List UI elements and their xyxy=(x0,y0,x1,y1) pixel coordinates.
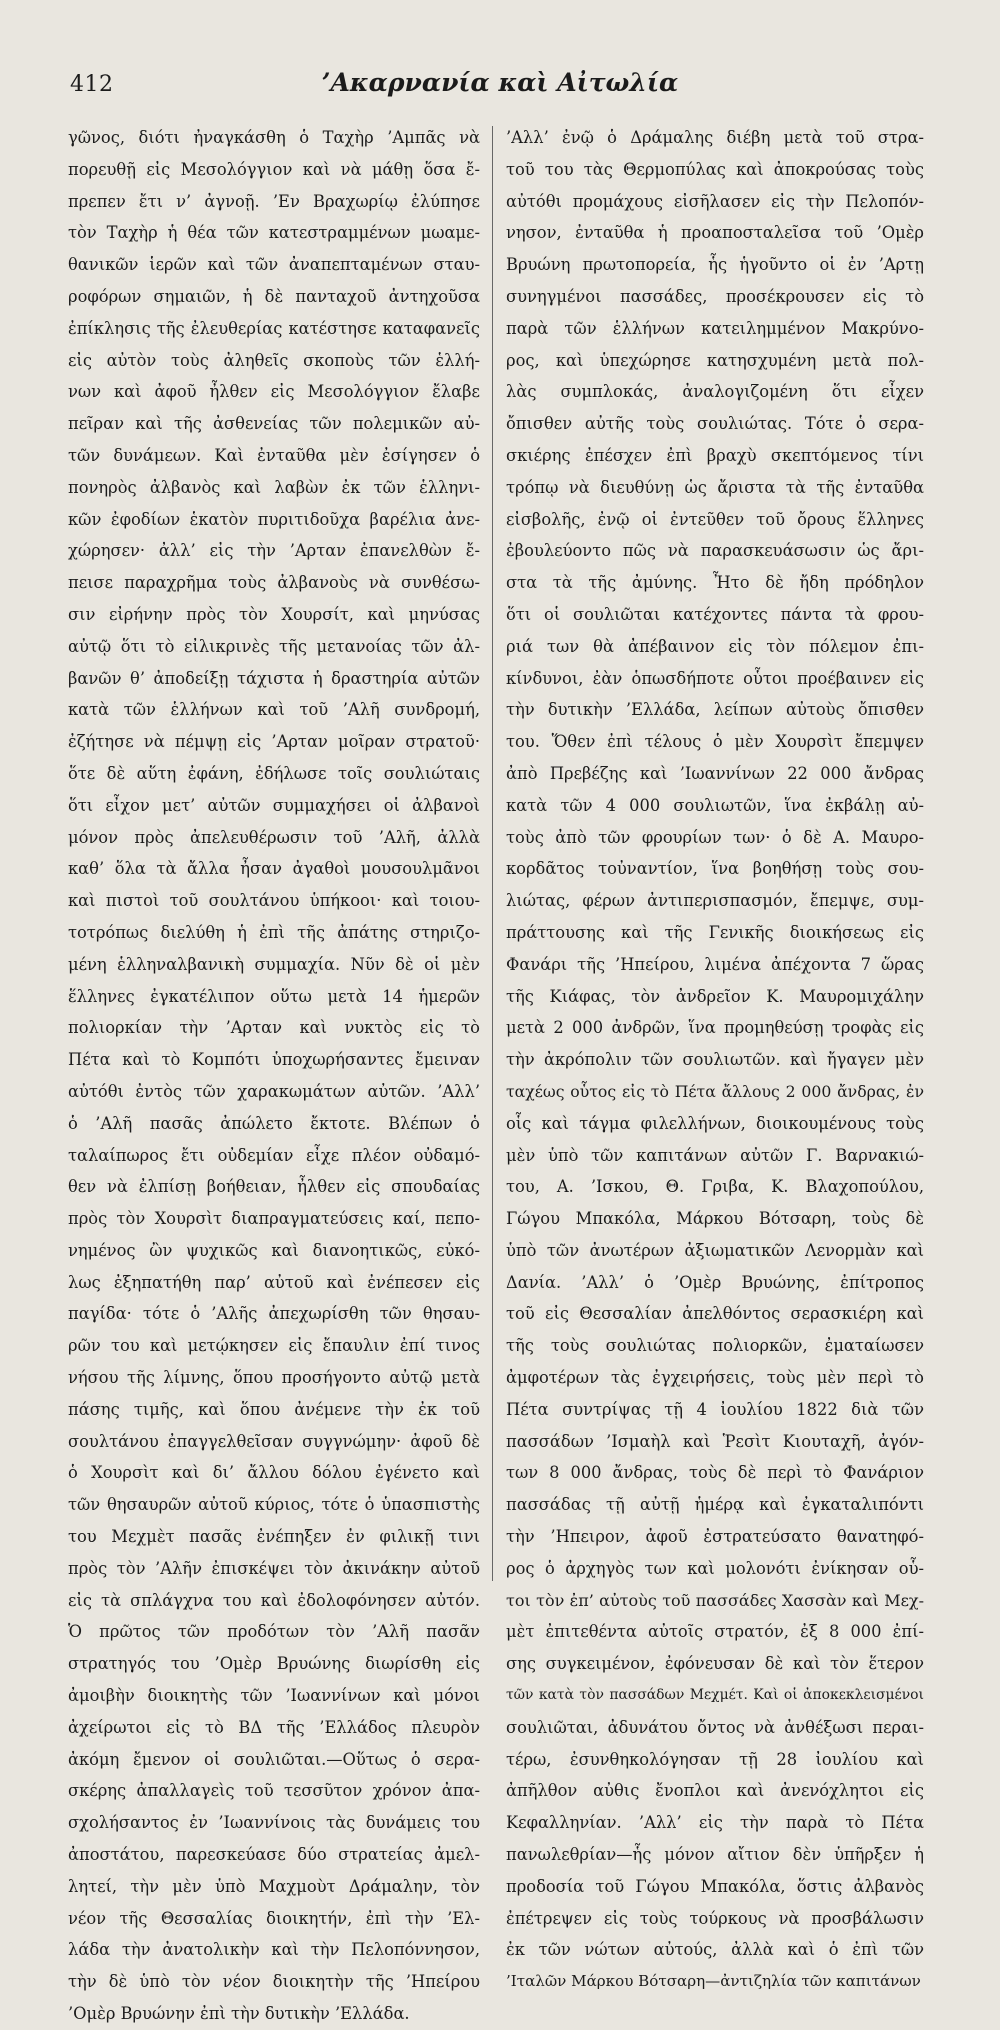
text-line: κορδᾶτος τοὐναντίον, ἵνα βοηθήσῃ τοὺς σου- xyxy=(506,859,924,879)
text-line: ἕλληνες ἐγκατέλιπον οὕτω μετὰ 14 ἡμερῶν xyxy=(68,986,480,1006)
text-line: Δανία. ’Αλλ’ ὁ ’Ομὲρ Βρυώνης, ἐπίτροπος xyxy=(506,1272,924,1292)
text-line: ἐβουλεύοντο πῶς νὰ παρασκευάσωσιν ὡς ἄρι- xyxy=(506,541,924,561)
text-line: στα τὰ τῆς ἀμύνης. Ἦτο δὲ ἤδη πρόδηλον xyxy=(506,573,924,593)
text-line: πρὸς τὸν ’Αλῆν ἐπισκέψει τὸν ἀκινάκην αὐτοῦ xyxy=(68,1558,480,1578)
text-line: ἐπίκλησις τῆς ἐλευθερίας κατέστησε καταφανεῖς xyxy=(68,318,480,338)
text-line: πορευθῇ εἰς Μεσολόγγιον καὶ νὰ μάθῃ ὅσα ἔ- xyxy=(68,159,480,179)
text-line: ταλαίπωρος ἔτι οὐδεμίαν εἶχε πλέον οὐδαμό- xyxy=(68,1145,480,1165)
text-line: λὰς συμπλοκάς, ἀναλογιζομένη ὅτι εἶχεν xyxy=(506,382,924,402)
text-line: στρατηγός του ’Ομὲρ Βρυώνης διωρίσθη εἰς xyxy=(68,1654,480,1674)
text-line: νέον τῆς Θεσσαλίας διοικητήν, ἐπὶ τὴν ’Ελ- xyxy=(68,1908,480,1928)
text-line: οἷς καὶ τάγμα φιλελλήνων, διοικουμένους τοὺς xyxy=(506,1113,924,1133)
text-line: Φανάρι τῆς ’Ηπείρου, λιμένα ἀπέχοντα 7 ὥρας xyxy=(506,954,924,974)
text-line: καὶ πιστοὶ τοῦ σουλτάνου ὑπήκοοι· καὶ τοιου- xyxy=(68,891,480,911)
text-line: ἀμφοτέρων τὰς ἐγχειρήσεις, τοὺς μὲν περὶ τὸ xyxy=(506,1368,924,1388)
text-line: ἀκόμη ἔμενον οἱ σουλιῶται.—Οὕτως ὁ σερα- xyxy=(68,1749,480,1769)
text-line: εἰς τὰ σπλάγχνα του καὶ ἐδολοφόνησεν αὐτόν. xyxy=(68,1590,480,1610)
text-line: ταχέως οὗτος εἰς τὸ Πέτα ἄλλους 2 000 ἄνδρας, ἐν xyxy=(506,1081,924,1101)
text-line: τοῦ εἰς Θεσσαλίαν ἀπελθόντος σερασκιέρη καὶ xyxy=(506,1304,924,1324)
right-text-column xyxy=(506,122,924,1991)
text-line: τὴν δυτικὴν ’Ελλάδα, λείπων αὐτοὺς ὄπισθεν xyxy=(506,700,924,720)
text-line: τῶν θησαυρῶν αὐτοῦ κύριος, τότε ὁ ὑπασπιστὴς xyxy=(68,1495,480,1515)
page-header xyxy=(0,68,1000,108)
text-line: ὅτε δὲ αὕτη ἐφάνη, ἐδήλωσε τοῖς σουλιώταις xyxy=(68,763,480,783)
text-line: ὅτι οἱ σουλιῶται κατέχοντες πάντα τὰ φρου- xyxy=(506,604,924,624)
text-line: Πέτα καὶ τὸ Κομπότι ὑποχωρήσαντες ἔμειναν xyxy=(68,1050,480,1070)
page-number: 412 xyxy=(70,72,114,97)
text-line: λάδα τὴν ἀνατολικὴν καὶ τὴν Πελοπόννησον, xyxy=(68,1940,480,1960)
column-divider xyxy=(492,126,493,1581)
text-line: κατὰ τῶν 4 000 σουλιωτῶν, ἵνα ἐκβάλῃ αὐ- xyxy=(506,795,924,815)
text-line: πονηρὸς ἀλβανὸς καὶ λαβὼν ἐκ τῶν ἑλληνι- xyxy=(68,477,480,497)
text-line: του, Α. ’Ισκου, Θ. Γριβα, Κ. Βλαχοπούλου, xyxy=(506,1177,924,1197)
text-line: αὐτόθι προμάχους εἰσῆλασεν εἰς τὴν Πελοπόν- xyxy=(506,191,924,211)
text-line: πανωλεθρίαν—ἧς μόνον αἴτιον δὲν ὑπῆρξεν ἡ xyxy=(506,1845,924,1865)
text-line: σχολήσαντος ἐν ’Ιωαννίνοις τὰς δυνάμεις του xyxy=(68,1813,480,1833)
text-line: πρὸς τὸν Χουρσὶτ διαπραγματεύσεις καί, πεπο- xyxy=(68,1209,480,1229)
text-line: Γώγου Μπακόλα, Μάρκου Βότσαρη, τοὺς δὲ xyxy=(506,1209,924,1229)
text-line: πάσης τιμῆς, καὶ ὅπου ἀνέμενε τὴν ἐκ τοῦ xyxy=(68,1399,480,1419)
text-line: Ὁ πρῶτος τῶν προδότων τὸν ’Αλῆ πασᾶν xyxy=(68,1622,480,1642)
text-line: ὅτι εἶχον μετ’ αὐτῶν συμμαχήσει οἱ ἀλβανοὶ xyxy=(68,795,480,815)
text-line: μένη ἑλληναλβανικὴ συμμαχία. Νῦν δὲ οἱ μὲν xyxy=(68,954,480,974)
text-line: τῶν δυνάμεων. Καὶ ἐνταῦθα μὲν ἐσίγησεν ὁ xyxy=(68,445,480,465)
text-line: πεισε παραχρῆμα τοὺς ἀλβανοὺς νὰ συνθέσω- xyxy=(68,573,480,593)
text-line: γῶνος, διότι ἠναγκάσθη ὁ Ταχὴρ ’Αμπᾶς νὰ xyxy=(68,128,480,147)
text-line: μὲν ὑπὸ τῶν καπιτάνων αὐτῶν Γ. Βαρνακιώ- xyxy=(506,1145,924,1165)
text-line: πασσάδων ’Ισμαὴλ καὶ Ῥεσὶτ Κιουταχῆ, ἀγόν- xyxy=(506,1431,924,1451)
text-line: τέρω, ἐσυνθηκολόγησαν τῇ 28 ἰουλίου καὶ xyxy=(506,1749,924,1769)
text-line: λητεί, τὴν μὲν ὑπὸ Μαχμοὺτ Δράμαλην, τὸν xyxy=(68,1876,480,1896)
text-line: ρος, καὶ ὑπεχώρησε κατησχυμένη μετὰ πολ- xyxy=(506,350,924,370)
text-line: τὴν ἀκρόπολιν τῶν σουλιωτῶν. καὶ ἤγαγεν μὲν xyxy=(506,1050,924,1070)
text-line: ἐπέτρεψεν εἰς τοὺς τούρκους νὰ προσβάλωσιν xyxy=(506,1908,924,1928)
text-line: μετὰ 2 000 ἀνδρῶν, ἵνα προμηθεύσῃ τροφὰς εἰς xyxy=(506,1018,924,1038)
text-line: ἀποστάτου, παρεσκεύασε δύο στρατείας ἀμελ- xyxy=(68,1845,480,1865)
text-line: τῆς τοὺς σουλιώτας πολιορκῶν, ἐματαίωσεν xyxy=(506,1336,924,1356)
text-line: Πέτα συντρίψας τῇ 4 ἰουλίου 1822 διὰ τῶν xyxy=(506,1399,924,1419)
text-line: τοτρόπως διελύθη ἡ ἐπὶ τῆς ἀπάτης στηριζο- xyxy=(68,922,480,942)
text-line: μὲτ ἐπιτεθέντα αὐτοῖς στρατόν, ἐξ 8 000 ἐπί- xyxy=(506,1622,924,1642)
text-line: πρεπεν ἔτι ν’ ἀγνοῇ. ’Εν Βραχωρίῳ ἐλύπησε xyxy=(68,191,480,211)
text-line: συνηγμένοι πασσάδες, προσέκρουσεν εἰς τὸ xyxy=(506,286,924,306)
text-line: νησον, ἐνταῦθα ἡ προαποσταλεῖσα τοῦ ’Ομὲρ xyxy=(506,223,924,243)
text-line: λιώτας, φέρων ἀντιπερισπασμόν, ἔπεμψε, συμ- xyxy=(506,891,924,911)
text-line: τῆς Κιάφας, τὸν ἀνδρεῖον Κ. Μαυρομιχάλην xyxy=(506,986,924,1006)
text-line: παρὰ τῶν ἑλλήνων κατειλημμένον Μακρύνο- xyxy=(506,318,924,338)
text-line: νημένος ὢν ψυχικῶς καὶ διανοητικῶς, εὐκό- xyxy=(68,1240,480,1260)
running-title: ’Ακαρνανία καὶ Αἰτωλία xyxy=(321,68,679,97)
text-line: θανικῶν ἱερῶν καὶ τῶν ἀναπεπταμένων σταυ- xyxy=(68,255,480,275)
text-line: μόνον πρὸς ἀπελευθέρωσιν τοῦ ’Αλῆ, ἀλλὰ xyxy=(68,827,480,847)
text-line: λως ἐξηπατήθη παρ’ αὐτοῦ καὶ ἐνέπεσεν εἰς xyxy=(68,1272,480,1292)
text-line: ριά των θὰ ἀπέβαινον εἰς τὸν πόλεμον ἐπι- xyxy=(506,636,924,656)
text-line: πολιορκίαν τὴν ’Αρταν καὶ νυκτὸς εἰς τὸ xyxy=(68,1018,480,1038)
text-line: εἰσβολῆς, ἐνῷ οἱ ἐντεῦθεν τοῦ ὄρους ἕλληνες xyxy=(506,509,924,529)
text-line: ἐζήτησε νὰ πέμψῃ εἰς ’Αρταν μοῖραν στρατοῦ· xyxy=(68,732,480,752)
text-line: ὄπισθεν αὐτῆς τοὺς σουλιώτας. Τότε ὁ σερα- xyxy=(506,414,924,434)
text-line: ὑπὸ τῶν ἀνωτέρων ἀξιωματικῶν Λενορμὰν καὶ xyxy=(506,1240,924,1260)
text-line: τὴν δὲ ὑπὸ τὸν νέον διοικητὴν τῆς ’Ηπείρου xyxy=(68,1972,480,1992)
text-line: του Μεχμὲτ πασᾶς ἐνέπηξεν ἐν φιλικῇ τινι xyxy=(68,1527,480,1547)
text-line: Κεφαλληνίαν. ’Αλλ’ εἰς τὴν παρὰ τὸ Πέτα xyxy=(506,1813,924,1833)
text-line: ’Αλλ’ ἐνῷ ὁ Δράμαλης διέβη μετὰ τοῦ στρα- xyxy=(506,128,924,147)
text-line: τοῦ του τὰς Θερμοπύλας καὶ ἀποκρούσας τοὺς xyxy=(506,159,924,179)
text-line: ρος ὁ ἀρχηγὸς των καὶ μολονότι ἐνίκησαν οὗ- xyxy=(506,1558,924,1578)
text-line: αὐτῷ ὅτι τὸ εἰλικρινὲς τῆς μετανοίας τῶν ἀλ- xyxy=(68,636,480,656)
text-line: νήσου τῆς λίμνης, ὅπου προσήγοντο αὐτῷ μετὰ xyxy=(68,1368,480,1388)
text-line: του. Ὅθεν ἐπὶ τέλους ὁ μὲν Χουρσὶτ ἔπεμψεν xyxy=(506,732,924,752)
text-line: ροφόρων σημαιῶν, ἡ δὲ πανταχοῦ ἀντηχοῦσα xyxy=(68,286,480,306)
text-line: τοι τὸν ἐπ’ αὐτοὺς τοῦ πασσάδες Χασσὰν καὶ Μεχ- xyxy=(506,1590,924,1610)
text-line: ἐκ τῶν νώτων αὐτούς, ἀλλὰ καὶ ὁ ἐπὶ τῶν xyxy=(506,1940,924,1960)
text-line: ὁ Χουρσὶτ καὶ δι’ ἄλλου δόλου ἐγένετο καὶ xyxy=(68,1463,480,1483)
text-line: κατὰ τῶν ἑλλήνων καὶ τοῦ ’Αλῆ συνδρομή, xyxy=(68,700,480,720)
text-line: καθ’ ὅλα τὰ ἄλλα ἦσαν ἀγαθοὶ μουσουλμᾶνοι xyxy=(68,859,480,879)
text-line: εἰς αὐτὸν τοὺς ἀληθεῖς σκοποὺς τῶν ἑλλή- xyxy=(68,350,480,370)
text-line: σκέρης ἀπαλλαγεὶς τοῦ τεσσῦτον χρόνον ἀπα- xyxy=(68,1781,480,1801)
text-line: ’Ομὲρ Βρυώνην ἐπὶ τὴν δυτικὴν ’Ελλάδα. xyxy=(68,2004,410,2024)
text-line: σουλιῶται, ἀδυνάτου ὄντος νὰ ἀνθέξωσι περαι- xyxy=(506,1717,924,1737)
text-line: πεῖραν καὶ τῆς ἀσθενείας τῶν πολεμικῶν αὐ- xyxy=(68,414,480,434)
text-line: βανῶν θ’ ἀποδείξῃ τάχιστα ἡ δραστηρία αὐτῶν xyxy=(68,668,480,688)
text-line: σουλτάνου ἐπαγγελθεῖσαν συγγνώμην· ἀφοῦ δὲ xyxy=(68,1431,480,1451)
text-line: πράττουσης καὶ τῆς Γενικῆς διοικήσεως εἰς xyxy=(506,922,924,942)
text-line: πασσάδας τῇ αὐτῇ ἡμέρᾳ καὶ ἐγκαταλιπόντι xyxy=(506,1495,924,1515)
text-line: σκιέρης ἐπέσχεν ἐπὶ βραχὺ σκεπτόμενος τίνι xyxy=(506,445,924,465)
text-line: θεν νὰ ἐλπίσῃ βοήθειαν, ἦλθεν εἰς σπουδαίας xyxy=(68,1177,480,1197)
text-line: κῶν ἐφοδίων ἑκατὸν πυριτιδοῦχα βαρέλια ἀνε- xyxy=(68,509,480,529)
text-line: νων καὶ ἀφοῦ ἦλθεν εἰς Μεσολόγγιον ἔλαβε xyxy=(68,382,480,402)
text-line: παγίδα· τότε ὁ ’Αλῆς ἀπεχωρίσθη τῶν θησαυ- xyxy=(68,1304,480,1324)
text-line: τὴν ’Ηπειρον, ἀφοῦ ἐστρατεύσατο θανατηφό- xyxy=(506,1527,924,1547)
text-line: χώρησεν· ἀλλ’ εἰς τὴν ’Αρταν ἐπανελθὼν ἔ- xyxy=(68,541,480,561)
text-line: Βρυώνη πρωτοπορεία, ἧς ἡγοῦντο οἱ ἐν ’Αρτῃ xyxy=(506,255,924,275)
text-line: τρόπῳ νὰ διευθύνῃ ὡς ἄριστα τὰ τῆς ἐνταῦθα xyxy=(506,477,924,497)
text-line: κίνδυνοι, ἐὰν ὁπωσδήποτε οὗτοι προέβαινεν εἰς xyxy=(506,668,924,688)
text-line: τοὺς ἀπὸ τῶν φρουρίων των· ὁ δὲ Α. Μαυρο- xyxy=(506,827,924,847)
text-line: ὁ ’Αλῆ πασᾶς ἀπώλετο ἔκτοτε. Βλέπων ὁ xyxy=(68,1113,480,1133)
text-line: ἀπὸ Πρεβέζης καὶ ’Ιωαννίνων 22 000 ἄνδρας xyxy=(506,763,924,783)
text-line: ἀχείρωτοι εἰς τὸ ΒΔ τῆς ’Ελλάδος πλευρὸν xyxy=(68,1717,480,1737)
text-line: ἀπῆλθον αὐθις ἔνοπλοι καὶ ἀνενόχλητοι εἰς xyxy=(506,1781,924,1801)
text-line: σιν εἰρήνην πρὸς τὸν Χουρσίτ, καὶ μηνύσας xyxy=(68,604,480,624)
text-line: αὐτόθι ἐντὸς τῶν χαρακωμάτων αὐτῶν. ’Αλλ’ xyxy=(68,1081,480,1101)
text-line: τῶν κατὰ τὸν πασσάδων Μεχμέτ. Καὶ οἱ ἀποκεκλεισμένοι xyxy=(506,1687,924,1704)
text-line: των 8 000 ἄνδρας, τοὺς δὲ περὶ τὸ Φανάριον xyxy=(506,1463,924,1483)
text-line: τὸν Ταχὴρ ἡ θέα τῶν κατεστραμμένων μωαμε- xyxy=(68,223,480,243)
text-line: προδοσία τοῦ Γώγου Μπακόλα, ὅστις ἀλβανὸς xyxy=(506,1876,924,1896)
text-line: σης συγκειμένον, ἐφόνευσαν δὲ καὶ τὸν ἕτερον xyxy=(506,1654,924,1674)
text-line: ἀμοιβὴν διοικητὴς τῶν ’Ιωαννίνων καὶ μόνοι xyxy=(68,1686,480,1706)
left-text-column xyxy=(68,122,480,2024)
text-line: ρῶν του καὶ μετῴκησεν εἰς ἔπαυλιν ἐπί τινος xyxy=(68,1336,480,1356)
text-line: ’Ιταλῶν Μάρκου Βότσαρη—ἀντιζηλία τῶν καπιτάνων xyxy=(506,1972,921,1991)
